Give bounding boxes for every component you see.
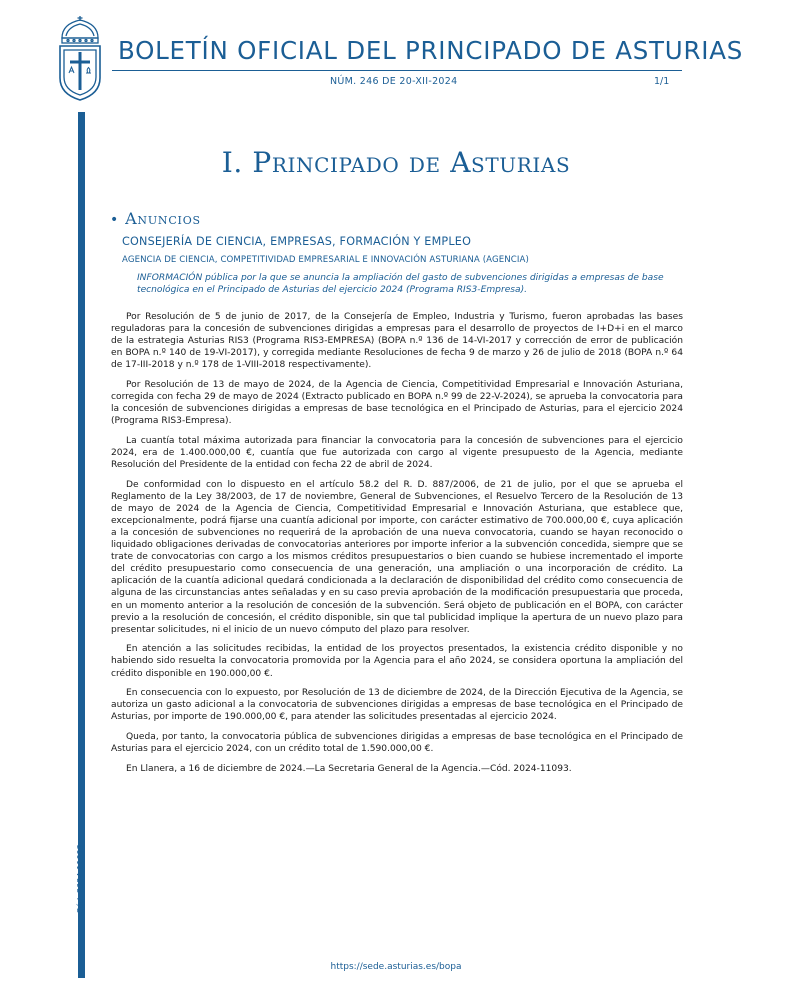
body-paragraph: En consecuencia con lo expuesto, por Resolución de 13 de diciembre de 2024, de la Dirección Ejecutiva de la Agencia, se autoriza un gasto adicional a la convocatoria de subvenciones dirigidas a empresas de base tecnológica en el Principado de Asturias, por importe de 190.000,00 €, para atender las solicitudes presentadas al ejercicio 2024. bbox=[111, 688, 683, 723]
side-document-code: Cód. 2024-11093 bbox=[76, 844, 85, 914]
bulletin-title: BOLETÍN OFICIAL DEL PRINCIPADO DE ASTURIAS bbox=[118, 36, 744, 65]
page-indicator: 1/1 bbox=[654, 76, 670, 87]
body-paragraph: De conformidad con lo dispuesto en el artículo 58.2 del R. D. 887/2006, de 21 de julio, por el que se aprueba el Reglamento de la Ley 38/2003, de 17 de noviembre, General de Subvenciones, el Resuelvo Tercero de la Resolución de 13 de mayo de 2024 de la Agencia de Ciencia, Competitividad Empresarial e Innovación Asturiana, que establece que, excepcionalmente, podrá fijarse una cuantía adicional por importe, con carácter estimativo de 700.000,00 €, cuya aplicación a la concesión de subvenciones no requerirá de la aprobación de una nueva convocatoria, cuando se hayan reconocido o liquidado obligaciones derivadas de convocatorias anteriores por importe inferior a la subvención concedida, siempre que se trate de convocatorias con cargo a los mismos créditos presupuestarios o bien cuando se hubiese incrementado el importe del crédito presupuestario como consecuencia de una generación, una ampliación o una incorporación de crédito. La aplicación de la cuantía adicional quedará condicionada a la declaración de disponibilidad del crédito como consecuencia de alguna de las circunstancias antes señaladas y en su caso previa aprobación de la modificación presupuestaria que proceda, en un momento anterior a la resolución de concesión de la subvención. Será objeto de publicación en el BOPA, con carácter previo a la resolución de concesión, el crédito disponible, sin que tal publicidad implique la apertura de un nuevo plazo para presentar solicitudes, ni el inicio de un nuevo cómputo del plazo para resolver. bbox=[111, 479, 683, 635]
body-paragraph: Por Resolución de 5 de junio de 2017, de la Consejería de Empleo, Industria y Turismo, fueron aprobadas las bases reguladoras para la concesión de subvenciones dirigidas a empresas para el desarrollo de proyectos de I+D+i en el marco de la estrategia Asturias RIS3 (Programa RIS3-EMPRESA) (BOPA n.º 136 de 14-VI-2017 y corrección de error de publicación en BOPA n.º 140 de 19-VI-2017), y corregida mediante Resoluciones de fecha 9 de marzo y 26 de julio de 2018 (BOPA n.º 64 de 17-III-2018 y n.º 178 de 1-VIII-2018 respectivamente). bbox=[111, 312, 683, 371]
signature-line: En Llanera, a 16 de diciembre de 2024.—La Secretaria General de la Agencia.—Cód. 2024-11093. bbox=[126, 763, 572, 774]
body-paragraph: Queda, por tanto, la convocatoria pública de subvenciones dirigidas a empresas de base tecnológica en el Principado de Asturias para el ejercicio 2024, con un crédito total de 1.590.000,00 €. bbox=[111, 731, 683, 754]
issue-number: NÚM. 246 DE 20-XII-2024 bbox=[330, 76, 458, 87]
agency-name: AGENCIA DE CIENCIA, COMPETITIVIDAD EMPRESARIAL E INNOVACIÓN ASTURIANA (AGENCIA) bbox=[122, 255, 529, 265]
body-paragraph: En atención a las solicitudes recibidas, la entidad de los proyectos presentados, la existencia crédito disponible y no habiendo sido resuelta la convocatoria promovida por la Agencia para el año 2024, se considera oportuna la ampliación del crédito disponible en 190.000,00 €. bbox=[111, 644, 683, 679]
department-name: CONSEJERÍA DE CIENCIA, EMPRESAS, FORMACIÓN Y EMPLEO bbox=[122, 235, 472, 248]
asturias-crest-icon bbox=[54, 14, 106, 102]
announcement-summary: INFORMACIÓN pública por la que se anuncia la ampliación del gasto de subvenciones dirigidas a empresas de base tecnológica en el Principado de Asturias del ejercicio 2024 (Programa RIS3-Empresa). bbox=[137, 273, 664, 295]
announcement-heading bbox=[110, 209, 201, 228]
announcement-heading-text: Anuncios bbox=[125, 209, 201, 228]
body-paragraph: La cuantía total máxima autorizada para financiar la convocatoria para la concesión de subvenciones para el ejercicio 2024, era de 1.400.000,00 €, cuantía que fue autorizada con cargo al vigente presupuesto de la Agencia, mediante Resolución del Presidente de la entidad con fecha 22 de abril de 2024. bbox=[111, 435, 683, 471]
body-paragraph: Por Resolución de 13 de mayo de 2024, de la Agencia de Ciencia, Competitividad Empresarial e Innovación Asturiana, corregida con fecha 29 de mayo de 2024 (Extracto publicado en BOPA n.º 99 de 22-V-2024), se aprueba la convocatoria para la concesión de subvenciones dirigidas a empresas de base tecnológica en el Principado de Asturias, para el ejercicio 2024 (Programa RIS3-Empresa). bbox=[111, 379, 683, 427]
section-title: I. Principado de Asturias bbox=[221, 146, 571, 179]
header-divider bbox=[112, 70, 682, 71]
announcement-body bbox=[111, 311, 683, 782]
footer-url-link[interactable]: https://sede.asturias.es/bopa bbox=[330, 962, 462, 972]
bullet-icon: • bbox=[110, 212, 120, 228]
